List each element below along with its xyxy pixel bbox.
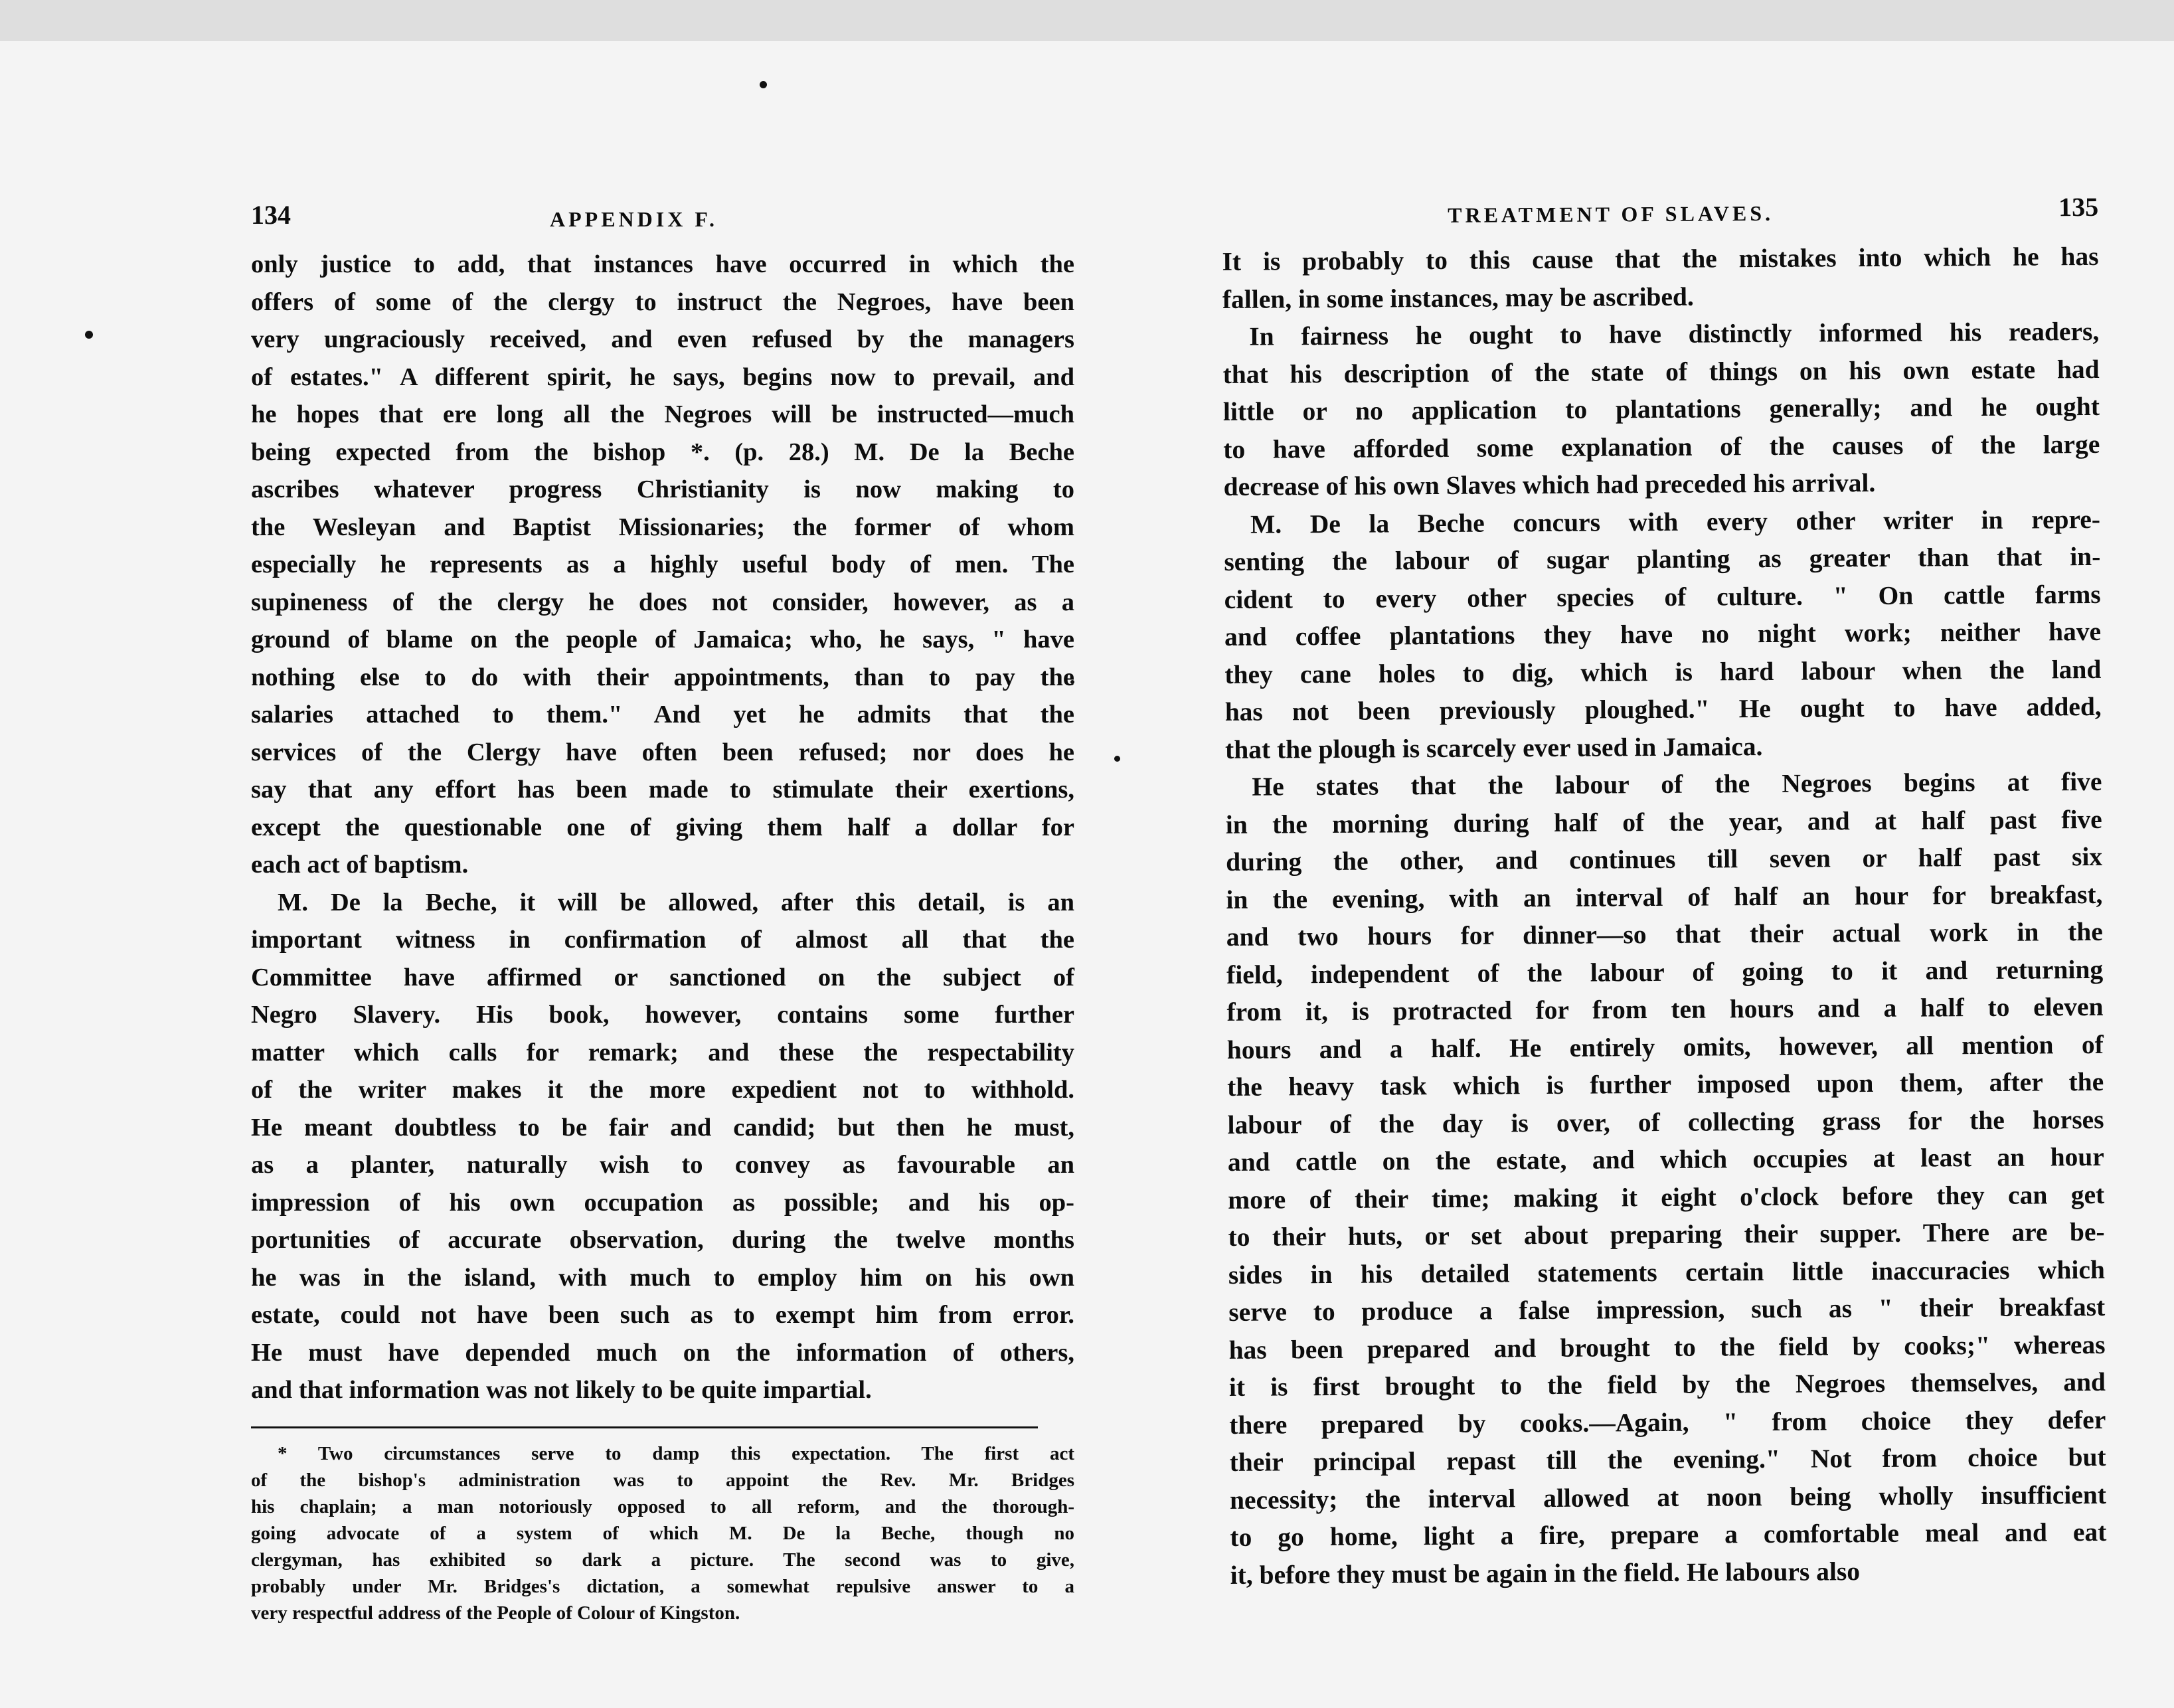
text-line: during the other, and continues till seven or half past six (1225, 841, 2103, 877)
left-page (251, 199, 1074, 1626)
text-line: serve to produce a false impression, such as " their breakfast (1228, 1292, 2106, 1327)
text-line: to go home, light a fire, prepare a comfortable meal and eat (1230, 1517, 2107, 1552)
text-line: He must have depended much on the information of others, (251, 1338, 1074, 1367)
text-line: to their huts, or set about preparing their supper. There are be- (1228, 1217, 2105, 1252)
text-line: nothing else to do with their appointments, than to pay the (251, 663, 1074, 691)
paragraph (251, 884, 1074, 1409)
ink-speck (1114, 756, 1120, 762)
body-text (1222, 238, 2106, 1594)
text-line: each act of baptism. (251, 851, 469, 879)
paragraph (1225, 763, 2107, 1594)
text-line: salaries attached to them." And yet he admits that the (251, 701, 1074, 728)
text-line: M. De la Beche concurs with every other writer in repre- (1250, 504, 2101, 539)
text-line: it, before they must be again in the field. He labours also (1230, 1556, 1861, 1590)
page-number: 135 (2058, 191, 2099, 222)
text-line: say that any effort has been made to stimulate their exertions, (251, 776, 1074, 804)
running-header (1222, 191, 2098, 243)
text-line: hours and a half. He entirely omits, however, all mention of (1226, 1029, 2104, 1065)
text-line: cident to every other species of culture. " On cattle farms (1224, 579, 2101, 614)
text-line: M. De la Beche, it will be allowed, after this detail, is an (278, 888, 1074, 916)
text-line: going advocate of a system of which M. De la Beche, though no (251, 1522, 1074, 1544)
text-line: from it, is protracted for from ten hours and a half to eleven (1226, 991, 2104, 1027)
text-line: ground of blame on the people of Jamaica; who, he says, " have (251, 626, 1074, 653)
text-line: as a planter, naturally wish to convey as favourable an (251, 1151, 1074, 1179)
text-line: very ungraciously received, and even refused by the managers (251, 325, 1074, 353)
running-title: TREATMENT OF SLAVES. (1448, 201, 1774, 227)
text-line: has been prepared and brought to the field by cooks;" whereas (1228, 1329, 2106, 1365)
text-line: he was in the island, with much to employ him on his own (251, 1263, 1074, 1292)
text-line: sides in his detailed statements certain little inaccuracies which (1228, 1254, 2106, 1290)
text-line: being expected from the bishop *. (p. 28.) M. De la Beche (251, 438, 1074, 466)
ink-speck (85, 331, 93, 339)
text-line: and cattle on the estate, and which occupies at least an hour (1227, 1142, 2104, 1177)
text-line: supineness of the clergy he does not consider, however, as a (251, 588, 1074, 616)
text-line: clergyman, has exhibited so dark a picture. The second was to give, (251, 1549, 1074, 1571)
text-line: especially he represents as a highly useful body of men. The (251, 551, 1074, 578)
text-line: portunities of accurate observation, during the twelve months (251, 1226, 1074, 1254)
text-line: and coffee plantations they have no night work; neither have (1224, 616, 2102, 651)
text-line: services of the Clergy have often been refused; nor does he (251, 738, 1074, 766)
text-line: that the plough is scarcely ever used in Jamaica. (1224, 731, 1763, 764)
text-line: matter which calls for remark; and these the respectability (251, 1038, 1074, 1067)
text-line: It is probably to this cause that the mistakes into which he has (1222, 241, 2099, 276)
text-line: labour of the day is over, of collecting grass for the horses (1227, 1104, 2104, 1140)
text-line: of the writer makes it the more expedient not to withhold. (251, 1076, 1074, 1104)
text-line: it is first brought to the field by the Negroes themselves, and (1228, 1367, 2106, 1402)
text-line: field, independent of the labour of going to it and returning (1226, 954, 2104, 989)
text-line: ascribes whatever progress Christianity is now making to (251, 475, 1074, 503)
text-line: important witness in confirmation of almost all that the (251, 926, 1074, 954)
paragraph (251, 246, 1074, 884)
text-line: offers of some of the clergy to instruct the Negroes, have been (251, 288, 1074, 316)
text-line: impression of his own occupation as possible; and his op- (251, 1188, 1074, 1217)
text-line: and two hours for dinner—so that their actual work in the (1226, 916, 2103, 952)
text-line: probably under Mr. Bridges's dictation, a somewhat repulsive answer to a (251, 1575, 1074, 1597)
text-line: Committee have affirmed or sanctioned on the subject of (251, 963, 1074, 991)
paragraph (1224, 500, 2102, 768)
text-line: only justice to add, that instances have occurred in which the (251, 250, 1074, 278)
text-line: decrease of his own Slaves which had preceded his arrival. (1223, 468, 1876, 501)
text-line: in the evening, with an interval of half an hour for breakfast, (1226, 879, 2103, 914)
footnote (251, 1440, 1074, 1626)
text-line: necessity; the interval allowed at noon being wholly insufficient (1229, 1480, 2107, 1515)
text-line: little or no application to plantations generally; and he ought (1222, 391, 2100, 426)
paragraph (1222, 238, 2099, 318)
text-line: fallen, in some instances, may be ascribed. (1222, 282, 1694, 314)
text-line: their principal repast till the evening." Not from choice but (1229, 1442, 2106, 1477)
text-line: there prepared by cooks.—Again, " from choice they defer (1229, 1405, 2106, 1440)
text-line: they cane holes to dig, which is hard labour when the land (1224, 654, 2102, 689)
text-line: to have afforded some explanation of the causes of the large (1223, 429, 2100, 464)
text-line: He states that the labour of the Negroes begins at five (1252, 766, 2102, 802)
ink-speck (760, 81, 767, 88)
text-line: in the morning during half of the year, and at half past five (1225, 804, 2102, 839)
text-line: and that information was not likely to be quite impartial. (251, 1376, 872, 1404)
text-line: his chaplain; a man notoriously opposed to all reform, and the thorough- (251, 1495, 1074, 1517)
text-line: he hopes that ere long all the Negroes will be instructed—much (251, 400, 1074, 428)
text-line: more of their time; making it eight o'clock before they can get (1228, 1179, 2105, 1215)
text-line: of estates." A different spirit, he says, begins now to prevail, and (251, 363, 1074, 391)
right-page (1222, 191, 2107, 1594)
text-line: He meant doubtless to be fair and candid; but then he must, (251, 1113, 1074, 1142)
paragraph (1222, 313, 2100, 506)
text-line: of the bishop's administration was to appoint the Rev. Mr. Bridges (251, 1469, 1074, 1491)
page-number: 134 (251, 200, 291, 230)
text-line: the heavy task which is further imposed upon them, after the (1227, 1067, 2104, 1102)
footnote-rule (251, 1426, 1038, 1428)
text-line: that his description of the state of things on his own estate had (1222, 354, 2100, 389)
body-text (251, 246, 1074, 1409)
text-line: the Wesleyan and Baptist Missionaries; the former of whom (251, 513, 1074, 541)
text-line: very respectful address of the People of Colour of Kingston. (251, 1602, 740, 1624)
running-title: APPENDIX F. (550, 207, 718, 231)
text-line: senting the labour of sugar planting as greater than that in- (1224, 541, 2101, 576)
text-line: Negro Slavery. His book, however, contains some further (251, 1001, 1074, 1029)
text-line: * Two circumstances serve to damp this expectation. The first act (278, 1442, 1074, 1464)
text-line: In fairness he ought to have distinctly informed his readers, (1249, 316, 2100, 351)
text-line: except the questionable one of giving them half a dollar for (251, 813, 1074, 841)
text-line: estate, could not have been such as to exempt him from error. (251, 1301, 1074, 1329)
scan-top-margin (0, 0, 2174, 41)
text-line: has not been previously ploughed." He ought to have added, (1224, 691, 2102, 726)
running-header (251, 199, 1074, 246)
